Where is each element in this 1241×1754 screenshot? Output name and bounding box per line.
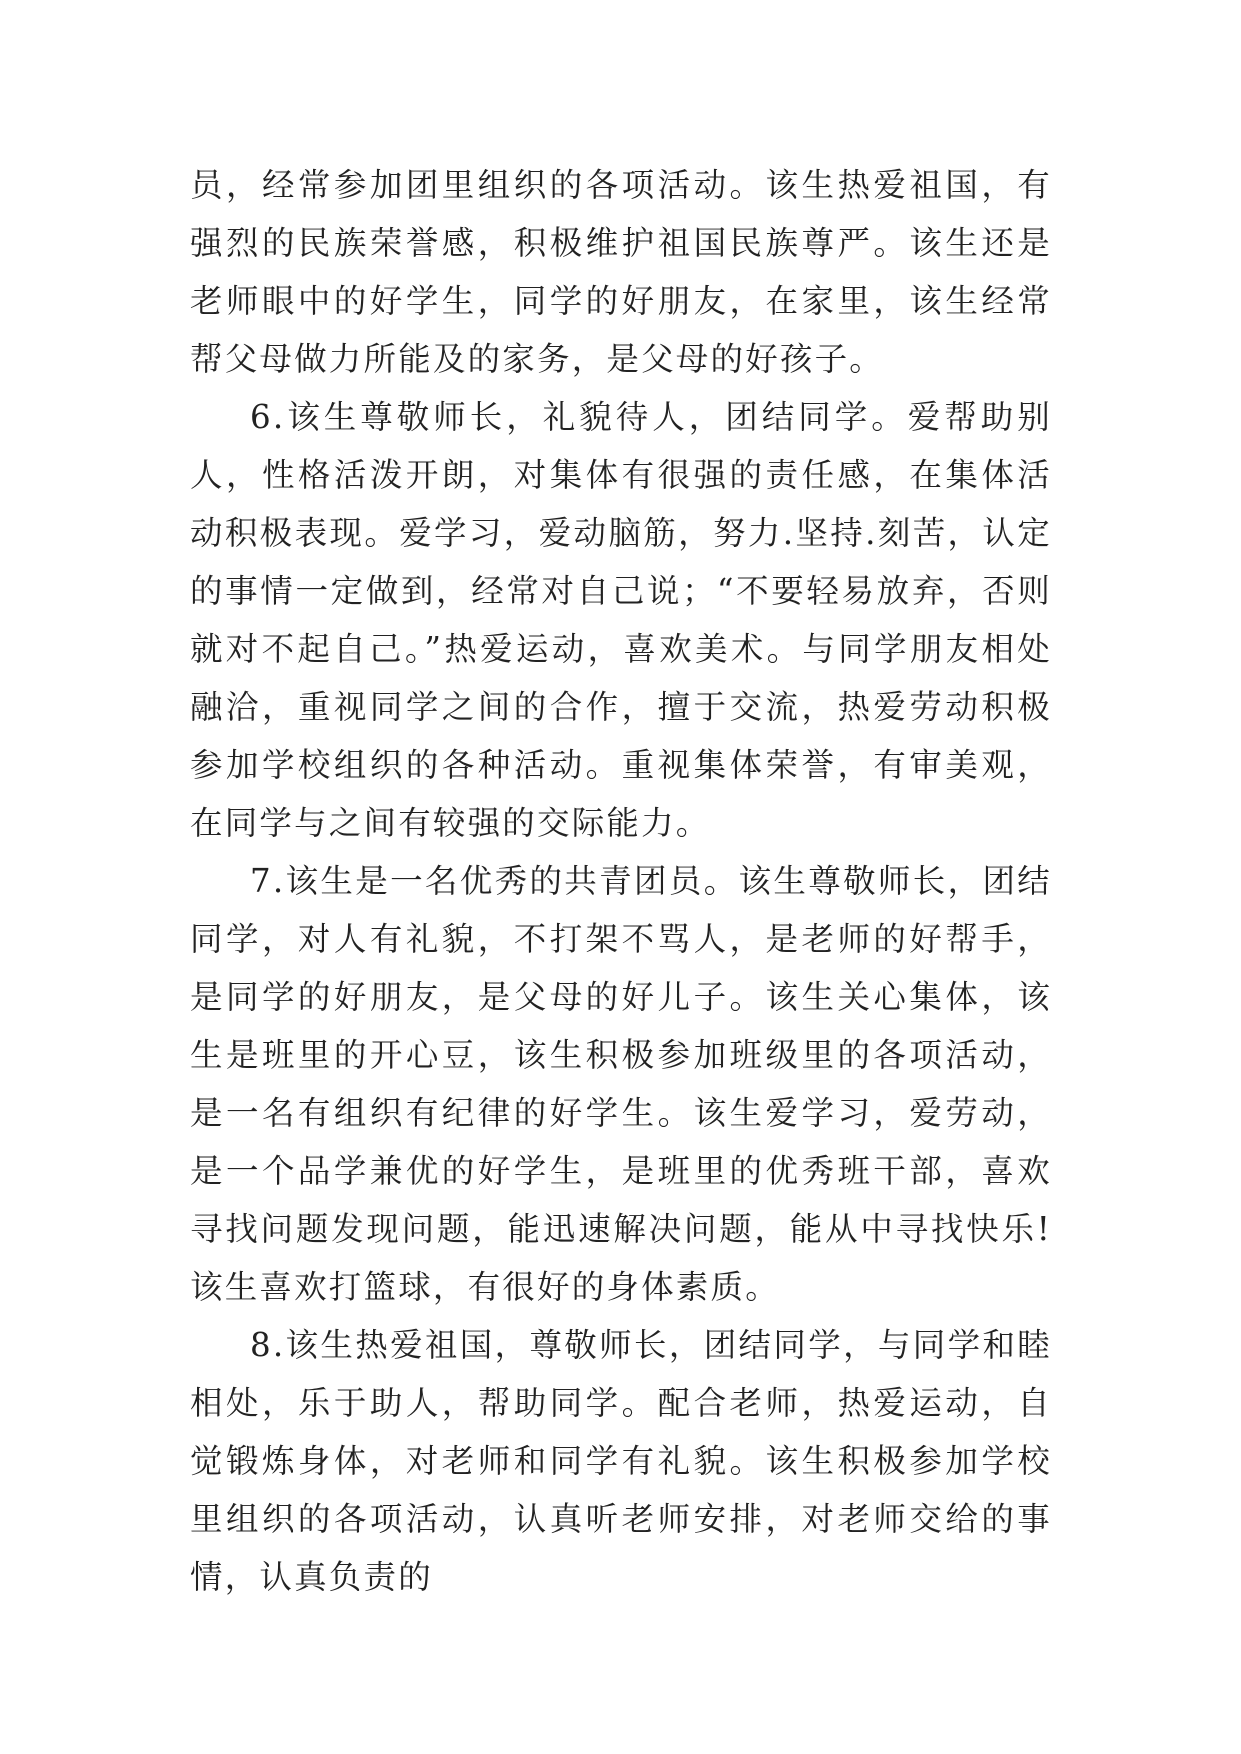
paragraph-item-7: 7.该生是一名优秀的共青团员。该生尊敬师长，团结同学，对人有礼貌，不打架不骂人，是老师的好帮手，是同学的好朋友，是父母的好儿子。该生关心集体，该生是班里的开心豆，该生积极参加班级里的各项活动，是一名有组织有纪律的好学生。该生爱学习，爱劳动，是一个品学兼优的好学生，是班里的优秀班干部，喜欢寻找问题发现问题，能迅速解决问题，能从中寻找快乐!该生喜欢打篮球，有很好的身体素质。: [190, 862, 1052, 1306]
paragraph-item-8: 8.该生热爱祖国，尊敬师长，团结同学，与同学和睦相处，乐于助人，帮助同学。配合老师，热爱运动，自觉锻炼身体，对老师和同学有礼貌。该生积极参加学校里组织的各项活动，认真听老师安排，对老师交给的事情，认真负责的: [190, 1326, 1052, 1596]
document-body: [190, 156, 1052, 1606]
paragraph-continuation: 员，经常参加团里组织的各项活动。该生热爱祖国，有强烈的民族荣誉感，积极维护祖国民族尊严。该生还是老师眼中的好学生，同学的好朋友，在家里，该生经常帮父母做力所能及的家务，是父母的好孩子。: [190, 166, 1052, 378]
paragraph-item-6: 6.该生尊敬师长，礼貌待人，团结同学。爱帮助别人，性格活泼开朗，对集体有很强的责任感，在集体活动积极表现。爱学习，爱动脑筋，努力.坚持.刻苦，认定的事情一定做到，经常对自己说；“不要轻易放弃，否则就对不起自己。”热爱运动，喜欢美术。与同学朋友相处融洽，重视同学之间的合作，擅于交流，热爱劳动积极参加学校组织的各种活动。重视集体荣誉，有审美观，在同学与之间有较强的交际能力。: [190, 398, 1052, 842]
